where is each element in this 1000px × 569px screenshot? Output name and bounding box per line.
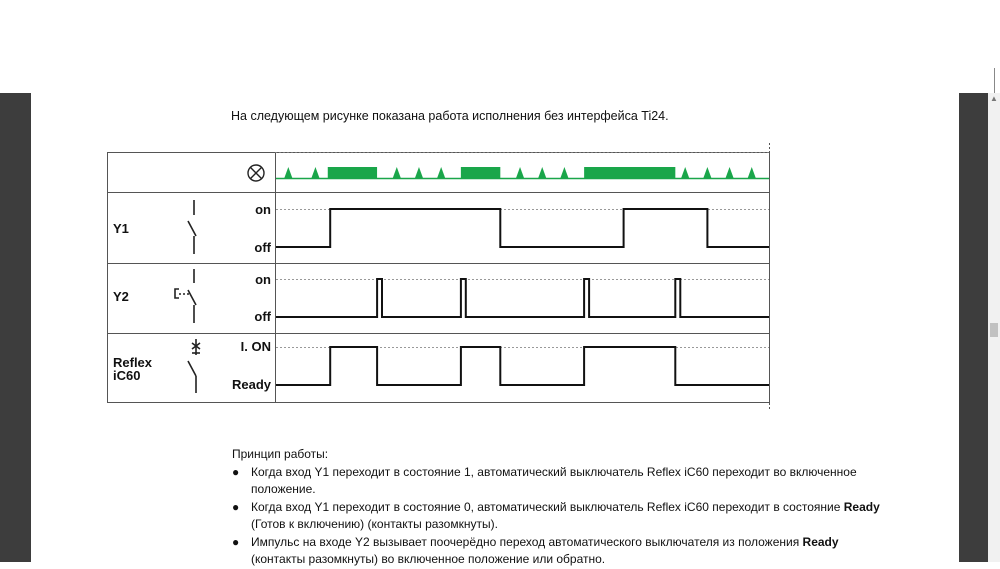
vertical-scrollbar[interactable] <box>988 93 1000 562</box>
principle-section <box>232 446 892 569</box>
y1-state-low: off <box>254 240 271 255</box>
indicator-on-bar <box>584 167 675 178</box>
list-item-emphasis: Ready <box>843 500 880 514</box>
list-item <box>232 534 892 568</box>
principle-title: Принцип работы: <box>232 447 329 461</box>
top-area <box>0 0 1000 93</box>
list-item-text: Когда вход Y1 переходит в состояние 1, автоматический выключатель Reflex iC60 переходит во включенное положение. <box>251 465 857 496</box>
y1-signal-line <box>276 209 769 247</box>
list-item-text: (контакты разомкнуты) во включенное положение или обратно. <box>251 552 606 566</box>
bullet-icon: ● <box>232 465 240 479</box>
timing-diagram <box>31 93 959 423</box>
principle-list <box>232 464 892 568</box>
y2-signal-line <box>276 279 769 317</box>
y2-state-high: on <box>255 272 271 287</box>
list-item-text: (Готов к включению) (контакты разомкнуты). <box>251 517 498 531</box>
indicator-blink-pulse <box>560 167 568 178</box>
indicator-on-bar <box>328 167 377 178</box>
indicator-blink-pulse <box>311 167 319 178</box>
indicator-blink-pulse <box>284 167 292 178</box>
scroll-thumb[interactable] <box>990 323 998 337</box>
reflex-state-low: Ready <box>231 377 271 392</box>
indicator-blink-pulse <box>726 167 734 178</box>
bullet-icon: ● <box>232 500 240 514</box>
document-page <box>31 93 959 566</box>
list-item <box>232 464 892 498</box>
list-item-emphasis: Ready <box>802 535 839 549</box>
indicator-blink-pulse <box>415 167 423 178</box>
indicator-blink-pulse <box>703 167 711 178</box>
reflex-breaker-icon <box>188 339 200 393</box>
scroll-up-arrow-icon[interactable]: ▲ <box>990 94 998 103</box>
indicator-blink-pulse <box>748 167 756 178</box>
diagram-frame <box>108 153 770 403</box>
y2-state-low: off <box>254 309 271 324</box>
lamp-icon <box>248 165 264 181</box>
indicator-signal <box>276 167 769 179</box>
list-item-text: Когда вход Y1 переходит в состояние 0, автоматический выключатель Reflex iC60 переходит в состояние <box>251 500 844 514</box>
reflex-state-high: I. ON <box>240 339 271 354</box>
reflex-signal-line <box>276 347 769 385</box>
indicator-blink-pulse <box>437 167 445 178</box>
row-label-y2: Y2 <box>113 289 129 304</box>
indicator-blink-pulse <box>516 167 524 178</box>
left-gutter <box>0 93 31 562</box>
list-item-text: Импульс на входе Y2 вызывает поочерёдно переход автоматического выключателя из положения <box>251 535 803 549</box>
y2-pushbutton-icon <box>175 269 196 323</box>
indicator-on-bar <box>461 167 500 178</box>
right-gutter <box>959 93 988 562</box>
bullet-icon: ● <box>232 535 240 549</box>
y1-state-high: on <box>255 202 271 217</box>
row-label-reflex <box>113 355 156 383</box>
row-label-reflex-line2: iC60 <box>113 368 141 383</box>
row-label-reflex-line1: Reflex <box>113 355 153 370</box>
row-label-y1: Y1 <box>113 221 129 236</box>
indicator-blink-pulse <box>393 167 401 178</box>
list-item <box>232 499 892 533</box>
intro-text: На следующем рисунке показана работа исполнения без интерфейса Ti24. <box>231 109 669 123</box>
y1-switch-icon <box>188 200 196 254</box>
indicator-blink-pulse <box>681 167 689 178</box>
ruler-mark <box>994 68 995 93</box>
indicator-blink-pulse <box>538 167 546 178</box>
